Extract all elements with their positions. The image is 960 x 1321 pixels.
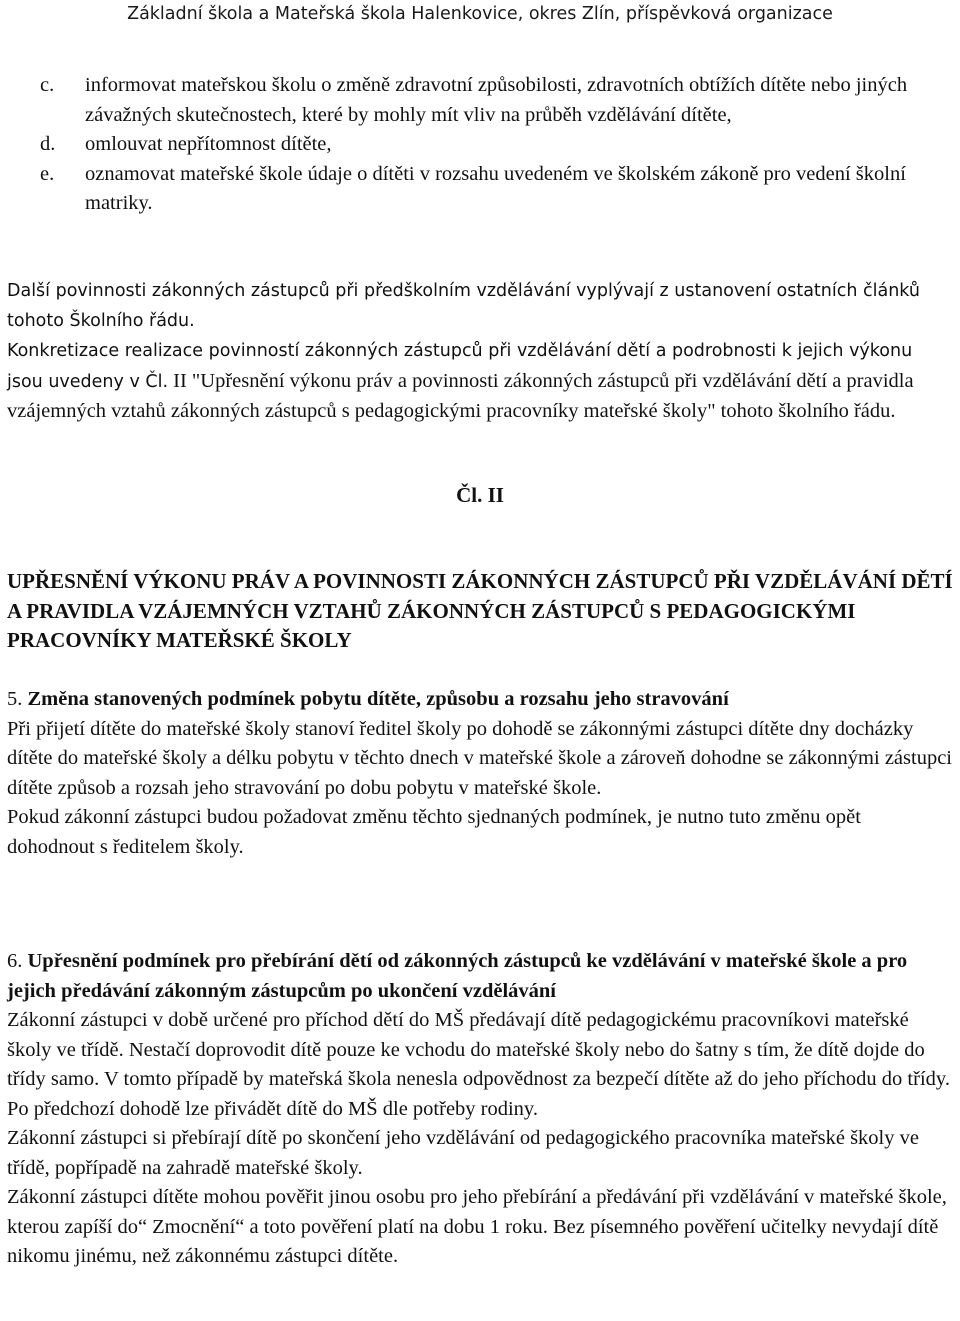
section-6-heading-line [7,947,953,1006]
section-number: 6. [7,950,23,972]
section-5-heading-line [7,685,953,715]
paragraph-concretization-rest: II "Upřesnění výkonu práv a povinnosti zákonných zástupců při vzdělávání dětí a pravidla vzájemných vztahů zákonných zástupců s pedagogickými pracovníky mateřské školy" tohoto školního řádu. [7,369,914,423]
other-obligations-paragraph [7,277,953,336]
list-item-text: oznamovat mateřské škole údaje o dítěti v rozsahu uvedeném ve školském zákoně pro vedení školní matriky. [85,162,906,214]
section-6-paragraph: Zákonní zástupci v době určené pro příchod dětí do MŠ předávají dítě pedagogickému pracovníkovi mateřské školy ve třídě. Nestačí doprovodit dítě pouze ke vchodu do mateřské školy nebo do šatny s tím, že dítě dojde do třídy samo. V tomto případě by mateřská škola nenesla odpovědnost za bezpečí dítěte až do jeho příchodu do třídy. Po předchozí dohodě lze přivádět dítě do MŠ dle potřeby rodiny. [7,1009,950,1120]
list-item [7,160,953,219]
section-5-paragraph: Pokud zákonní zástupci budou požadovat změnu těchto sjednaných podmínek, je nutno tuto změnu opět dohodnout s ředitelem školy. [7,806,861,858]
section-heading: Změna stanovených podmínek pobytu dítěte, způsobu a rozsahu jeho stravování [27,688,729,710]
section-5-paragraph: Při přijetí dítěte do mateřské školy stanoví ředitel školy po dohodě se zákonnými zástupci dítěte dny docházky dítěte do mateřské školy a délku pobytu v těchto dnech v mateřské škole a zároveň dohodne se zákonnými zástupci dítěte způsob a rozsah jeho stravování po dobu pobytu v mateřské škole. [7,717,952,799]
list-item-text: informovat mateřskou školu o změně zdravotní způsobilosti, zdravotních obtížích dítěte nebo jiných závažných skutečnostech, které by mohly mít vliv na průběh vzdělávání dítěte, [85,74,908,126]
concretization-paragraph [7,337,953,428]
page-header: Základní škola a Mateřská škola Halenkovice, okres Zlín, příspěvková organizace [127,4,833,24]
paragraph-other-obligations: Další povinnosti zákonných zástupců při předškolním vzdělávání vyplývají z ustanovení ostatních článků tohoto Školního řádu. [7,281,920,331]
obligations-list [7,71,953,219]
article-title: UPŘESNĚNÍ VÝKONU PRÁV A POVINNOSTI ZÁKONNÝCH ZÁSTUPCŮ PŘI VZDĚLÁVÁNÍ DĚTÍ A PRAVIDLA VZÁJEMNÝCH VZTAHŮ ZÁKONNÝCH ZÁSTUPCŮ S PEDAGOGICKÝMI PRACOVNÍKY MATEŘSKÉ ŠKOLY [7,569,953,652]
list-marker: d. [40,133,56,155]
section-number: 5. [7,688,23,710]
list-marker: e. [40,162,55,185]
list-item [7,71,953,130]
article-number: Čl. II [456,483,504,507]
section-6-paragraph: Zákonní zástupci si přebírají dítě po skončení jeho vzdělávání od pedagogického pracovníka mateřské školy ve třídě, popřípadě na zahradě mateřské školy. [7,1127,919,1179]
section-6 [7,947,953,1272]
list-marker: c. [40,74,55,96]
list-item [7,130,953,160]
list-item-text: omlouvat nepřítomnost dítěte, [85,133,332,155]
paragraph-concretization: Konkretizace realizace povinností zákonných zástupců při vzdělávání dětí a podrobnosti k jejich výkonu jsou uvedeny v Čl. [7,341,913,392]
section-5 [7,685,953,862]
section-6-paragraph: Zákonní zástupci dítěte mohou pověřit jinou osobu pro jeho přebírání a předávání při vzdělávání v mateřské škole, kterou zapíší do“ Zmocnění“ a toto pověření platí na dobu 1 roku. Bez písemného pověření učitelky nevydají dítě nikomu jinému, než zákonnému zástupci dítěte. [7,1186,947,1267]
section-heading: Upřesnění podmínek pro přebírání dětí od zákonných zástupců ke vzdělávání v mateřské škole a pro jejich předávání zákonným zástupcům po ukončení vzdělávání [7,950,908,1002]
